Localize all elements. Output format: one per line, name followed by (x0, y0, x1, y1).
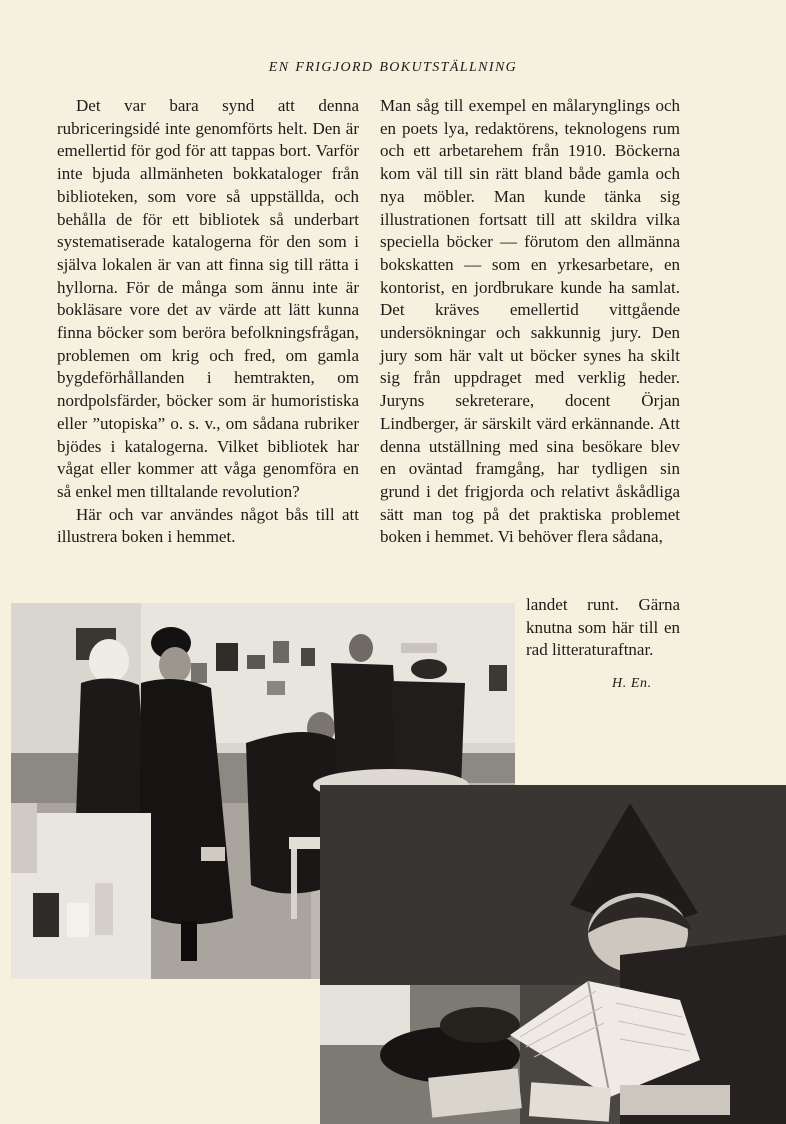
right-paragraph-tail: landet runt. Gärna knutna som här till en rad litteraturaftnar. (526, 595, 680, 660)
right-paragraph: Man såg till exempel en målarynglings och en poets lya, redaktörens, teknologens rum och ett arbetarehem från 1910. Böckerna kom väl till sin rätt bland både gamla och nya möbler. Man kunde tänka sig illustrationen fortsatt till att skildra vilka speciella böcker — förutom den allmänna bokskatten — som en yrkesarbetare, en kontorist, en jordbrukare kunde ha samlat. Det kräves emellertid vittgående undersökningar och sakkunnig jury. Den jury som här valt ut böcker synes ha skilt sig från uppdraget med verklig heder. Juryns sekreterare, docent Örjan Lindberger, är särskilt värd erkännande. Att denna utställning med sina besökare blev en oväntad framgång, har tydligen sin grund i det frigjorda och relativt åskådliga sätt man tog på det praktiska problemet boken i hemmet. Vi behöver flera sådana, (380, 96, 680, 547)
right-column (380, 95, 680, 549)
page-header: EN FRIGJORD BOKUTSTÄLLNING (268, 60, 518, 75)
left-paragraph-1: Det var bara synd att denna rubriceringsidé inte genomförts helt. Den är emellertid för god för att tappas bort. Varför inte bjuda allmänheten bokkataloger från biblioteken, som vore så uppställda, och behålla de för ett bibliotek så underbart systematiserade katalogerna för den som i själva lokalen är van att finna sig till rätta i hyllorna. För de många som ännu inte är bokläsare vore det av värde att lätt kunna finna böcker som beröra befolkningsfrågan, problemen om krig och fred, om gamla bygdeförhållanden i hemtrakten, om nordpolsfärder, böcker som är humoristiska eller ”utopiska” o. s. v., om sådana rubriker bjödes i katalogerna. Vilket bibliotek har vågat eller kommer att våga genomföra en så enkel men tilltalande revolution? (57, 96, 359, 501)
left-paragraph-2: Här och var användes något bås till att illustrera boken i hemmet. (57, 504, 359, 547)
author-signature: H. En. (612, 676, 652, 691)
woman-reading-photo (320, 785, 786, 1124)
left-column (57, 95, 359, 549)
right-column-tail (526, 594, 680, 662)
reading-photo-illustration (320, 785, 786, 1124)
